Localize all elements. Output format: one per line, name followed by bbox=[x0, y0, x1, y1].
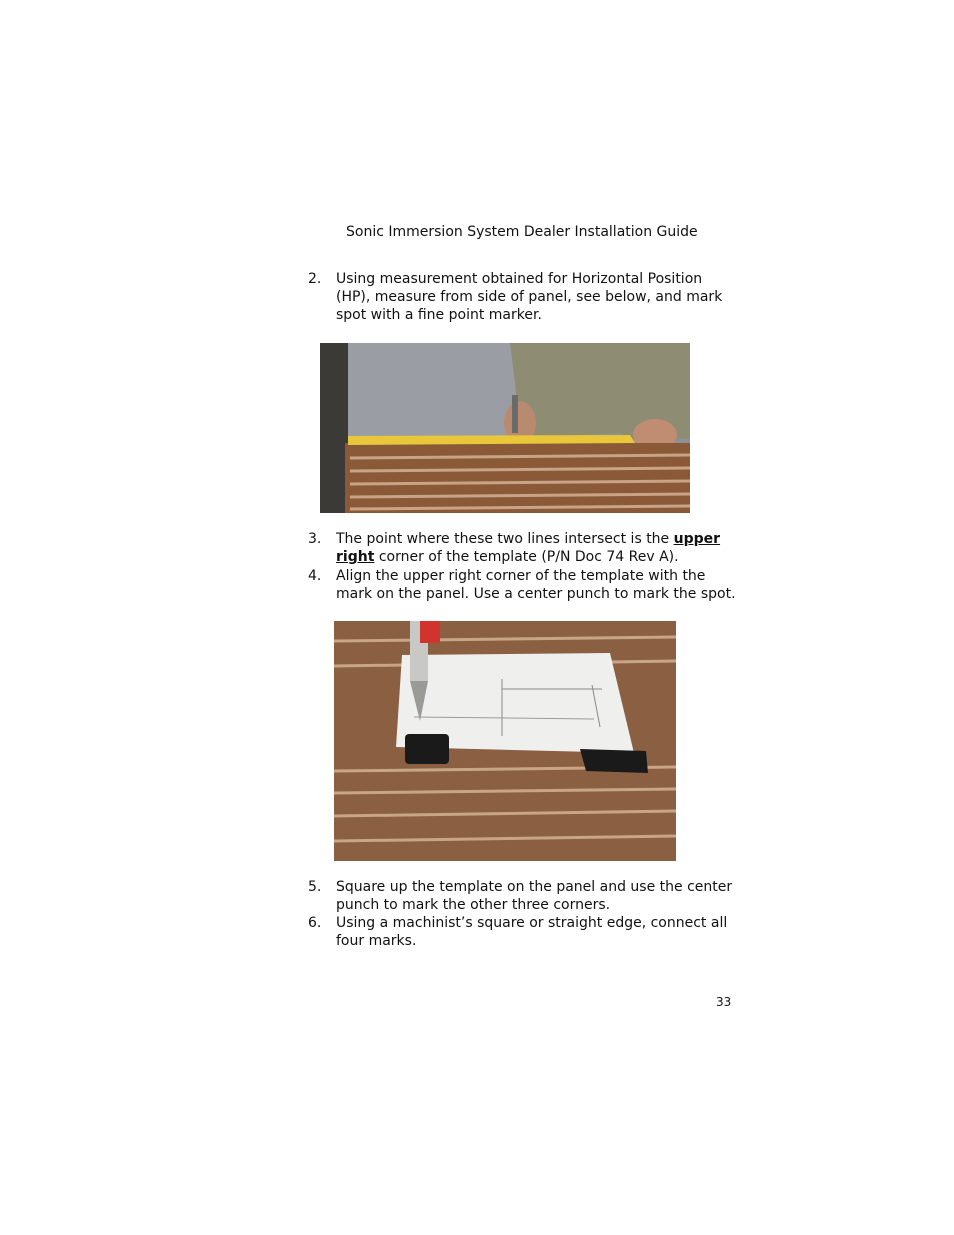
step-text: Square up the template on the panel and use the center punch to mark the other three corners. bbox=[336, 879, 733, 913]
page-header: Sonic Immersion System Dealer Installation Guide bbox=[346, 224, 698, 240]
step-number: 5. bbox=[308, 879, 322, 895]
template-punch-photo bbox=[334, 621, 676, 861]
step-number: 2. bbox=[308, 271, 322, 287]
measuring-photo bbox=[320, 343, 690, 513]
step-number: 3. bbox=[308, 531, 322, 547]
emphasis-upper-right: upper right bbox=[336, 531, 721, 565]
step-text: Using measurement obtained for Horizontal Position (HP), measure from side of panel, see below, and mark spot with a fine point marker. bbox=[336, 271, 723, 323]
step-text bbox=[336, 530, 736, 566]
step-number: 6. bbox=[308, 915, 322, 931]
step-text: Using a machinist’s square or straight edge, connect all four marks. bbox=[336, 915, 728, 949]
step-text: Align the upper right corner of the template with the mark on the panel. Use a center punch to mark the spot. bbox=[336, 568, 736, 602]
step-text-before: The point where these two lines intersect is the bbox=[336, 531, 674, 547]
page-number: 33 bbox=[716, 995, 732, 1009]
step-number: 4. bbox=[308, 568, 322, 584]
step-text-after: corner of the template (P/N Doc 74 Rev A). bbox=[374, 549, 679, 565]
